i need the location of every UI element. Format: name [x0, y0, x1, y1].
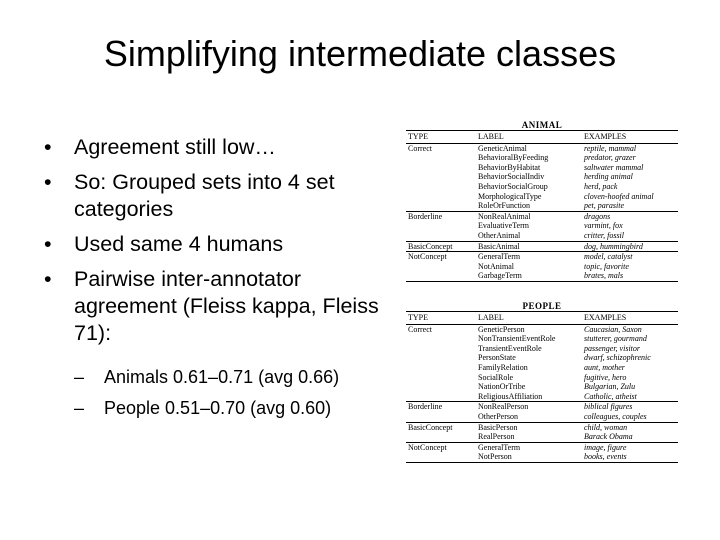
examples-cell: model, catalyst — [582, 252, 678, 262]
label-header: LABEL — [476, 312, 582, 325]
sub-bullet-item — [74, 366, 339, 389]
label-cell: GarbageTerm — [476, 271, 582, 281]
label-cell: BehavioralByFeeding — [478, 153, 549, 163]
people-table-caption: PEOPLE — [522, 301, 562, 311]
type-cell — [406, 373, 476, 383]
table-row — [406, 334, 678, 344]
examples-cell: brates, mals — [582, 271, 678, 281]
sub-bullet-list — [74, 366, 339, 428]
label-cell: BasicAnimal — [476, 241, 582, 252]
people-table-body — [406, 324, 678, 462]
examples-cell: varmint, fox — [584, 221, 623, 231]
animal-table — [406, 130, 678, 282]
bullet-item — [44, 231, 390, 258]
table-row — [406, 324, 678, 334]
table-row — [406, 363, 678, 373]
label-cell: BasicPerson — [476, 422, 582, 432]
bullet-item — [44, 134, 390, 161]
table-row — [406, 163, 678, 173]
table-row — [406, 221, 678, 231]
examples-cell: pet, parasite — [584, 201, 624, 211]
bullet-text: Used same 4 humans — [74, 232, 284, 256]
table-row — [406, 402, 678, 412]
table-row — [406, 432, 678, 442]
label-cell: GeneticPerson — [478, 324, 525, 334]
animal-table-body — [406, 143, 678, 281]
table-row — [406, 422, 678, 432]
table-row — [406, 201, 678, 211]
type-cell: BasicConcept — [406, 422, 476, 432]
examples-cell: reptile, mammal — [584, 143, 637, 153]
label-cell: EvaluativeTerm — [478, 221, 529, 231]
label-cell: PersonState — [478, 353, 516, 363]
sub-bullet-text: People 0.51–0.70 (avg 0.60) — [104, 398, 332, 418]
examples-cell: books, events — [582, 452, 678, 462]
label-cell: GeneralTerm — [476, 442, 582, 452]
label-cell: TransientEventRole — [478, 343, 542, 353]
examples-cell: stutterer, gourmand — [584, 334, 647, 344]
label-cell: FamilyRelation — [478, 362, 528, 372]
label-cell: RoleOrFunction — [478, 201, 530, 211]
bullet-text: Agreement still low… — [74, 135, 276, 159]
type-cell: Correct — [408, 324, 432, 334]
label-cell: BehaviorSocialGroup — [478, 181, 548, 191]
label-header: LABEL — [476, 131, 582, 144]
examples-cell: biblical figures — [582, 402, 678, 412]
table-row — [406, 231, 678, 241]
table-row — [406, 382, 678, 392]
examples-header: EXAMPLES — [582, 131, 678, 144]
examples-cell: dog, hummingbird — [582, 241, 678, 252]
type-cell: Correct — [408, 143, 432, 153]
label-cell: OtherAnimal — [478, 230, 521, 240]
label-cell: BehaviorByHabitat — [478, 162, 541, 172]
bullet-marker: • — [44, 135, 52, 159]
label-cell: NonRealPerson — [476, 402, 582, 412]
type-cell: Borderline — [406, 402, 476, 412]
type-cell — [406, 231, 476, 241]
type-cell — [406, 172, 476, 182]
table-row — [406, 153, 678, 163]
type-header: TYPE — [406, 131, 476, 144]
label-cell: NotPerson — [476, 452, 582, 462]
label-cell: MorphologicalType — [478, 191, 542, 201]
examples-cell: colleagues, couples — [584, 411, 647, 421]
type-cell: BasicConcept — [406, 241, 476, 252]
type-cell — [406, 201, 476, 211]
bullet-text: So: Grouped sets into 4 set categories — [74, 170, 335, 221]
table-row — [406, 442, 678, 452]
type-cell — [406, 382, 476, 392]
type-cell — [406, 221, 476, 231]
type-cell — [406, 432, 476, 442]
table-row — [406, 252, 678, 262]
animal-table-block — [406, 120, 678, 282]
type-cell — [406, 412, 476, 422]
type-cell: Borderline — [406, 211, 476, 221]
table-row — [406, 143, 678, 153]
examples-cell: aunt, mother — [584, 362, 625, 372]
people-table — [406, 311, 678, 463]
bullet-marker: • — [44, 267, 52, 291]
examples-cell: dragons — [582, 211, 678, 221]
bullet-marker: • — [44, 232, 52, 256]
type-cell: NotConcept — [406, 442, 476, 452]
table-header-row — [406, 312, 678, 325]
examples-cell: cloven-hoofed animal — [584, 191, 654, 201]
type-cell — [406, 363, 476, 373]
table-row — [406, 192, 678, 202]
examples-cell: child, woman — [582, 422, 678, 432]
examples-header: EXAMPLES — [582, 312, 678, 325]
label-cell: NonRealAnimal — [476, 211, 582, 221]
table-row — [406, 412, 678, 422]
table-row — [406, 373, 678, 383]
examples-cell: topic, favorite — [584, 261, 629, 271]
type-cell — [406, 452, 476, 462]
table-row — [406, 182, 678, 192]
sub-bullet-marker: – — [74, 398, 85, 418]
examples-cell: saltwater mammal — [584, 162, 644, 172]
table-row — [406, 241, 678, 252]
type-cell — [406, 153, 476, 163]
label-cell: GeneralTerm — [476, 252, 582, 262]
table-row — [406, 271, 678, 281]
examples-cell: Barack Obama — [584, 432, 633, 442]
type-cell — [406, 344, 476, 354]
type-header: TYPE — [406, 312, 476, 325]
animal-table-caption: ANIMAL — [521, 120, 563, 130]
type-cell — [406, 182, 476, 192]
type-cell — [406, 353, 476, 363]
examples-cell: fugitive, hero — [584, 372, 627, 382]
table-row — [406, 211, 678, 221]
bullet-marker: • — [44, 170, 52, 194]
bullet-item — [44, 266, 390, 347]
label-cell: OtherPerson — [478, 411, 518, 421]
type-cell — [406, 163, 476, 173]
table-row — [406, 172, 678, 182]
table-row — [406, 344, 678, 354]
type-cell — [406, 192, 476, 202]
examples-cell: Bulgarian, Zulu — [584, 382, 636, 392]
slide-title: Simplifying intermediate classes — [103, 33, 617, 74]
table-row — [406, 392, 678, 402]
label-cell: SocialRole — [478, 372, 514, 382]
sub-bullet-text: Animals 0.61–0.71 (avg 0.66) — [104, 367, 340, 387]
people-table-block — [406, 301, 678, 463]
examples-cell: passenger, visitor — [584, 343, 640, 353]
type-cell — [406, 271, 476, 281]
examples-cell: Caucasian, Saxon — [584, 324, 642, 334]
label-cell: BehaviorSocialIndiv — [478, 172, 545, 182]
type-cell: NotConcept — [406, 252, 476, 262]
examples-cell: herding animal — [584, 172, 633, 182]
bullet-item — [44, 169, 390, 223]
type-cell — [406, 334, 476, 344]
type-cell — [406, 392, 476, 402]
examples-cell: image, figure — [582, 442, 678, 452]
examples-cell: Catholic, atheist — [584, 391, 637, 401]
examples-cell: dwarf, schizophrenic — [584, 353, 651, 363]
label-cell: RealPerson — [478, 432, 515, 442]
table-row — [406, 452, 678, 462]
table-row — [406, 262, 678, 272]
label-cell: NotAnimal — [478, 261, 514, 271]
examples-cell: predator, grazer — [584, 153, 636, 163]
label-cell: ReligiousAffiliation — [478, 391, 543, 401]
bullet-list — [44, 134, 390, 355]
sub-bullet-item — [74, 397, 339, 420]
examples-cell: critter, fossil — [584, 230, 625, 240]
sub-bullet-marker: – — [74, 367, 85, 387]
label-cell: NationOrTribe — [478, 382, 526, 392]
label-cell: GeneticAnimal — [478, 143, 527, 153]
table-header-row — [406, 131, 678, 144]
type-cell — [406, 262, 476, 272]
bullet-text: Pairwise inter-annotator agreement (Fleiss kappa, Fleiss 71): — [74, 267, 379, 345]
label-cell: NonTransientEventRole — [478, 334, 556, 344]
table-row — [406, 353, 678, 363]
examples-cell: herd, pack — [584, 181, 618, 191]
